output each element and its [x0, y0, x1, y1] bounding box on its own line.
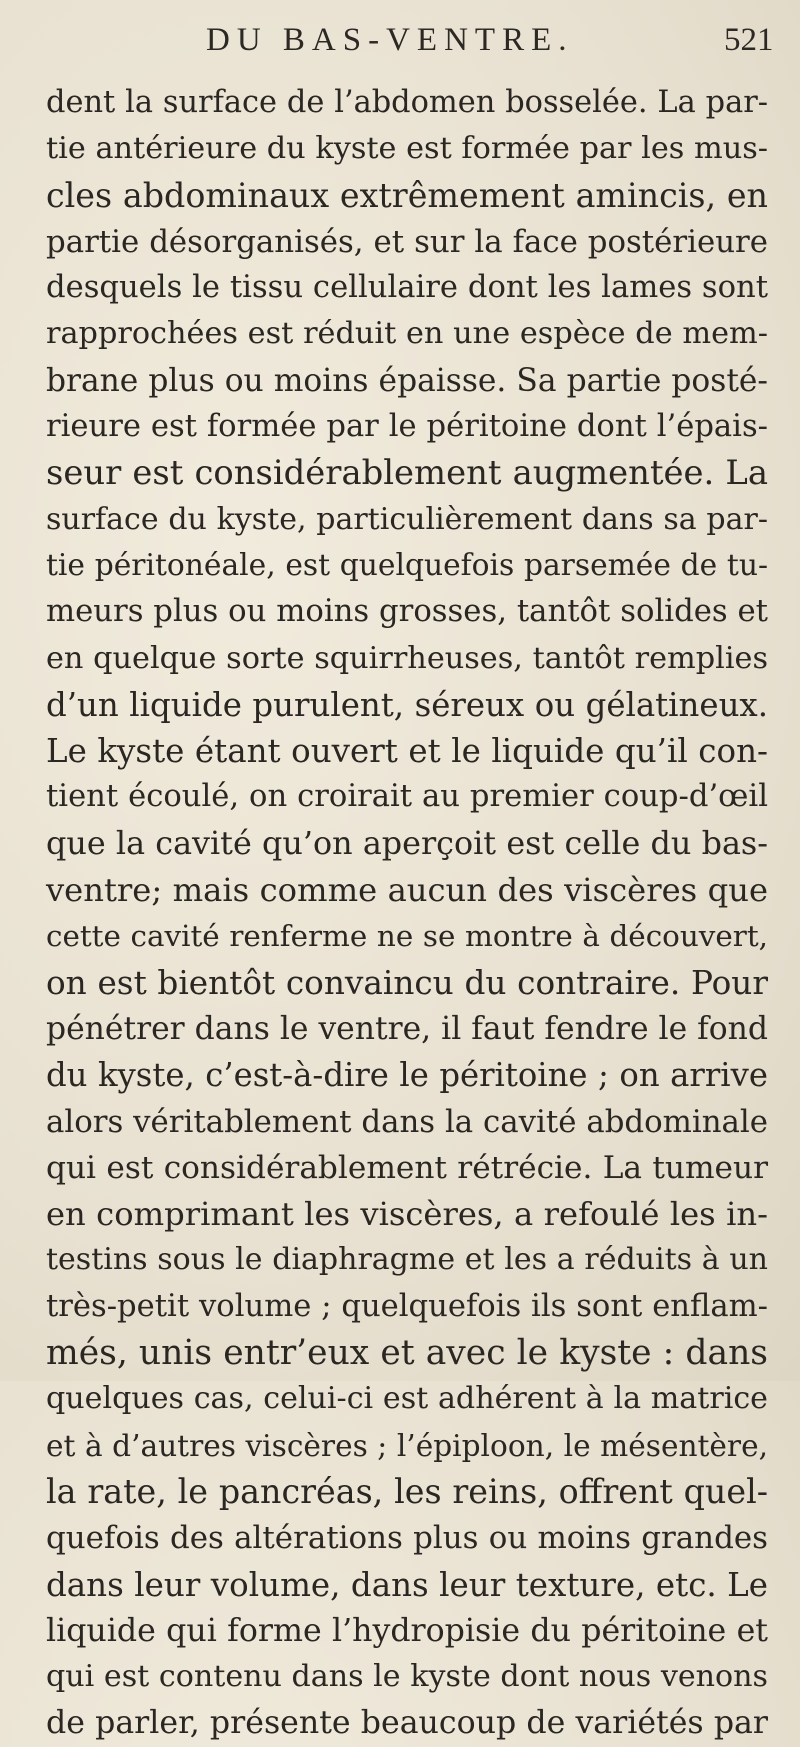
text-line: tie péritonéale, est quelquefois parsemée de tu-: [46, 547, 768, 583]
text-line: en comprimant les viscères, a refoulé les in-: [46, 1195, 768, 1234]
text-line: partie désorganisés, et sur la face postérieure: [46, 223, 768, 260]
text-line: que la cavité qu’on aperçoit est celle du bas-: [46, 824, 768, 862]
text-line: rapprochées est réduit en une espèce de mem-: [46, 316, 768, 352]
text-line: très-petit volume ; quelquefois ils sont enflam-: [46, 1288, 768, 1324]
text-line: alors véritablement dans la cavité abdominale: [46, 1103, 768, 1140]
text-line: la rate, le pancréas, les reins, offrent quel-: [46, 1471, 768, 1511]
text-line: testins sous le diaphragme et les a réduits à un: [46, 1242, 768, 1278]
running-head: [0, 22, 800, 66]
text-line: desquels le tissu cellulaire dont les lames sont: [46, 270, 768, 306]
text-line: d’un liquide purulent, séreux ou gélatineux.: [46, 685, 768, 724]
text-line: en quelque sorte squirrheuses, tantôt remplies: [46, 640, 768, 676]
text-line: Le kyste étant ouvert et le liquide qu’il con-: [46, 732, 768, 771]
text-line: seur est considérablement augmentée. La: [46, 453, 768, 493]
text-line: du kyste, c’est-à-dire le péritoine ; on arrive: [46, 1056, 768, 1095]
text-line: quefois des altérations plus ou moins grandes: [46, 1520, 768, 1557]
text-line: ventre; mais comme aucun des viscères que: [46, 871, 768, 910]
text-line: tie antérieure du kyste est formée par les mus-: [46, 131, 768, 167]
text-line: cles abdominaux extrêmement amincis, en: [46, 175, 768, 215]
text-line: brane plus ou moins épaisse. Sa partie posté-: [46, 362, 768, 399]
text-line: meurs plus ou moins grosses, tantôt solides et: [46, 594, 768, 630]
text-line: surface du kyste, particulièrement dans sa par-: [46, 501, 768, 537]
text-line: quelques cas, celui-ci est adhérent à la matrice: [46, 1381, 768, 1417]
page-number: 521: [724, 22, 774, 58]
text-line: de parler, présente beaucoup de variétés par: [46, 1705, 768, 1742]
running-title: DU BAS-VENTRE.: [206, 22, 574, 58]
text-line: tient écoulé, on croirait au premier coup-d’œil: [46, 779, 768, 815]
body-text: [46, 80, 768, 1747]
text-line: qui est considérablement rétrécie. La tumeur: [46, 1149, 768, 1186]
text-line: pénétrer dans le ventre, il faut fendre le fond: [46, 1010, 768, 1047]
text-line: on est bientôt convaincu du contraire. Pour: [46, 963, 768, 1002]
text-line: liquide qui forme l’hydropisie du péritoine et: [46, 1612, 768, 1649]
text-line: cette cavité renferme ne se montre à découvert,: [46, 919, 768, 954]
text-line: dans leur volume, dans leur texture, etc. Le: [46, 1565, 768, 1604]
text-line: rieure est formée par le péritoine dont l’épais-: [46, 409, 768, 445]
text-line: qui est contenu dans le kyste dont nous venons: [46, 1659, 768, 1695]
text-line: dent la surface de l’abdomen bosselée. La par-: [46, 85, 768, 120]
text-line: més, unis entr’eux et avec le kyste : dans: [46, 1333, 768, 1374]
text-line: et à d’autres viscères ; l’épiploon, le mésentère,: [46, 1428, 768, 1463]
